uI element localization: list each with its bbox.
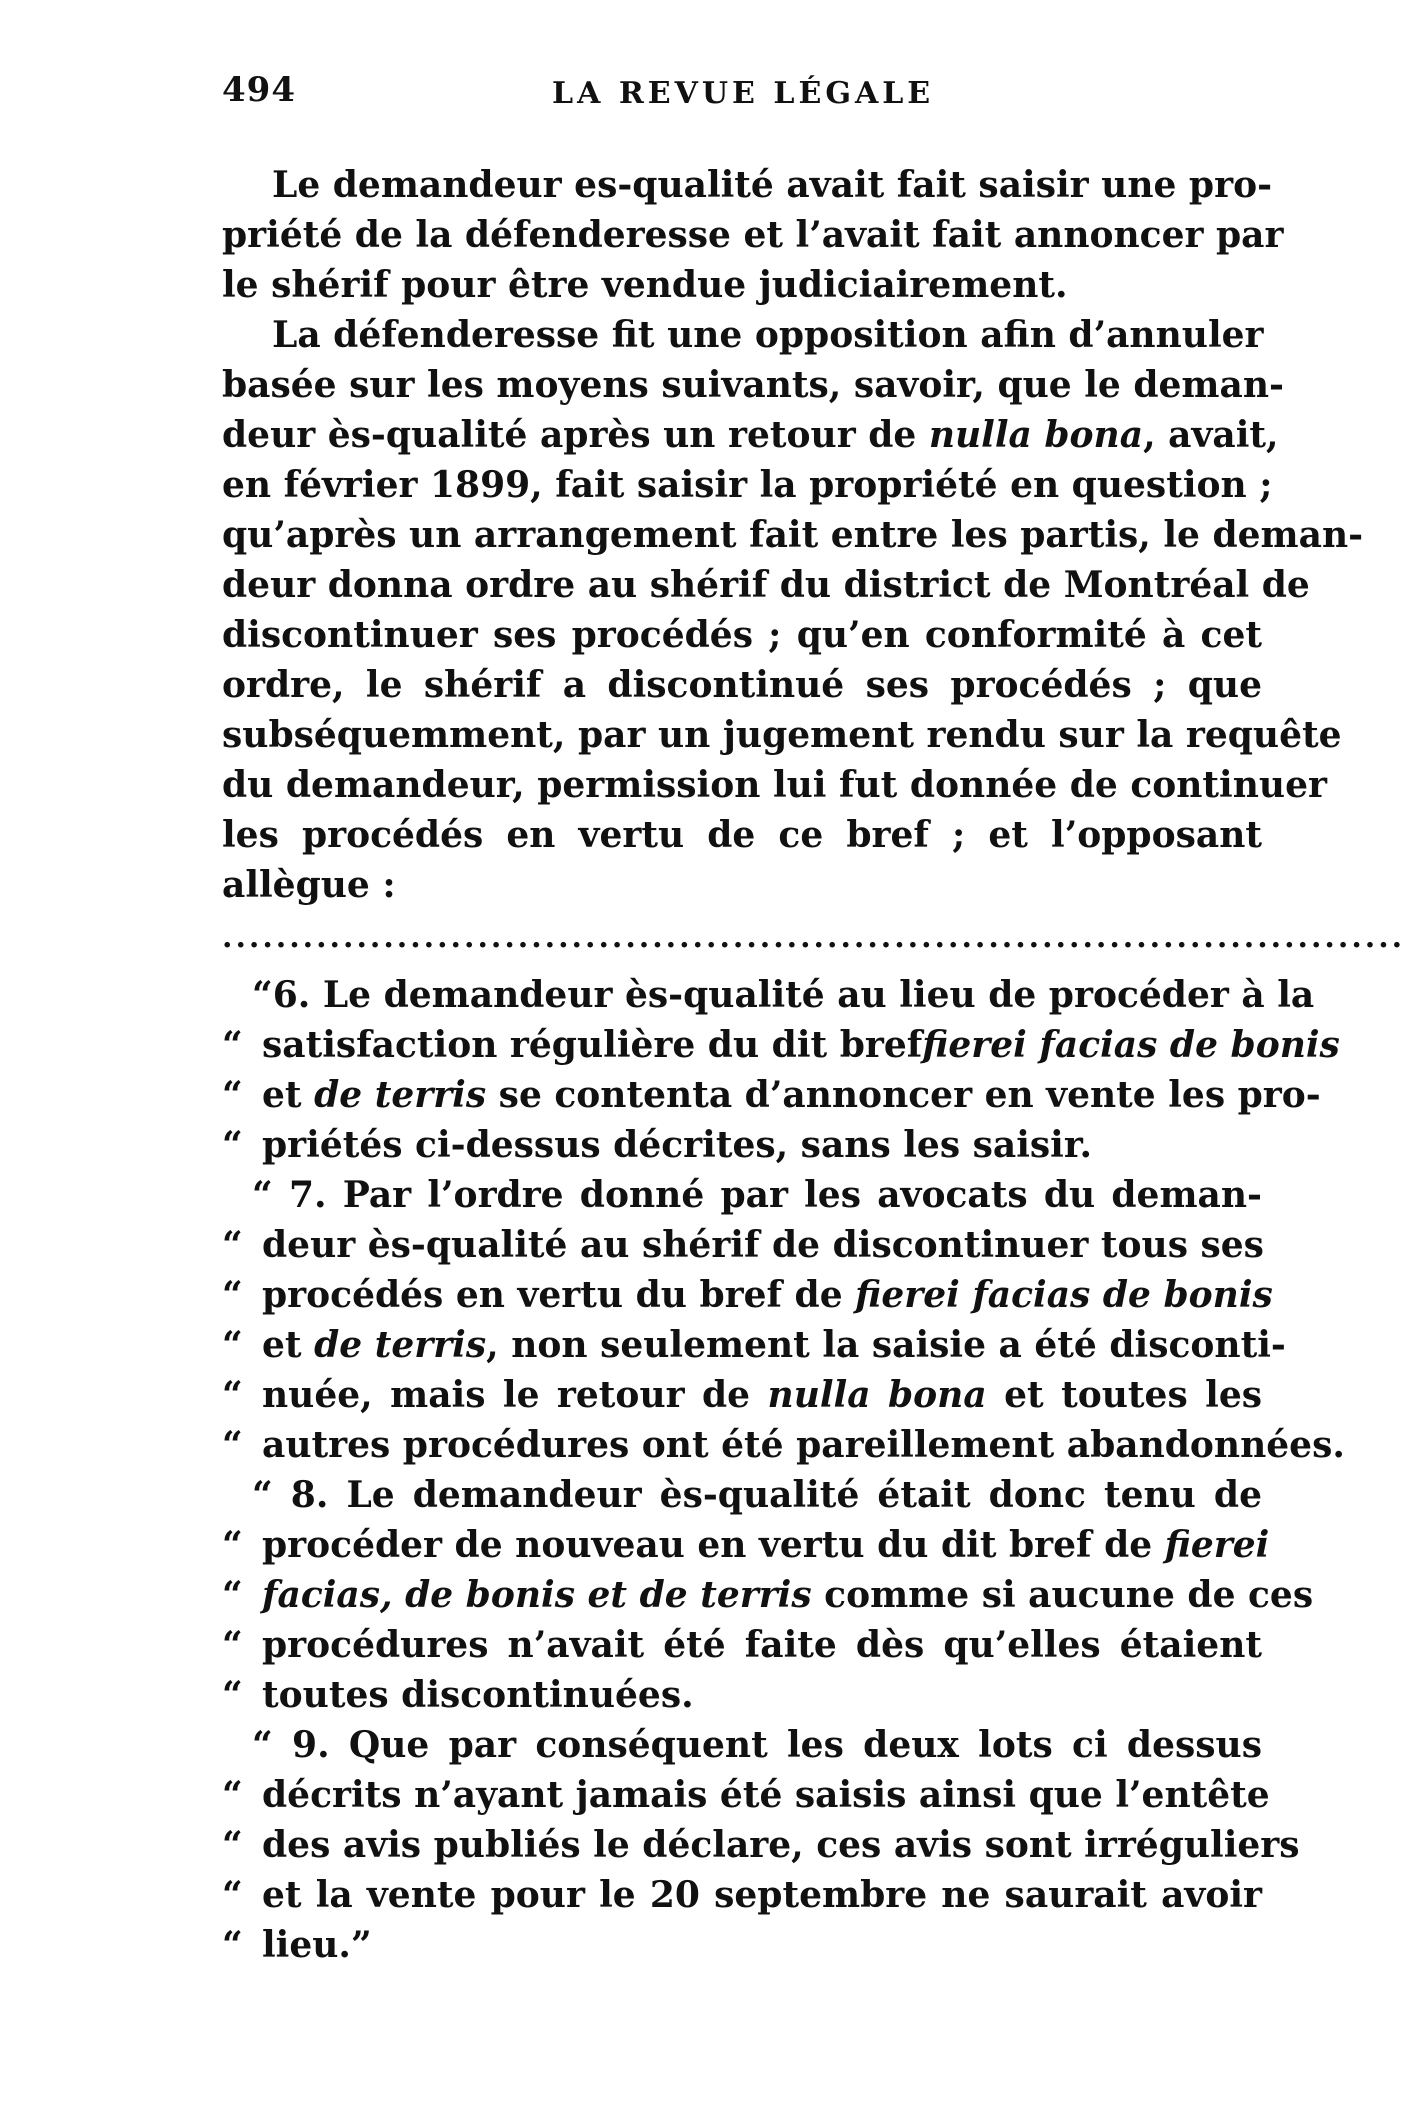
italic-term: de terris [314,1074,487,1116]
quote-mark: “ [222,1524,243,1566]
quote-mark: “ [222,1774,243,1816]
quoted-line [222,1320,1286,1370]
quote-mark: “ [222,1074,243,1116]
quoted-line [222,1770,1270,1820]
quote-mark: “ [222,1824,243,1866]
running-title: LA REVUE LÉGALE [552,76,935,111]
italic-term: nulla bona [928,414,1144,456]
quote-mark: “ [222,1874,243,1916]
text-line: discontinuer ses procédés ; qu’en conformité à cet [222,614,1262,656]
quoted-line [222,1170,1262,1220]
quoted-line [222,1520,1270,1570]
quote-mark: “ [252,1174,273,1216]
quote-mark: “ [222,1224,243,1266]
text-span: décrits n’ayant jamais été saisis ainsi que l’entête [262,1774,1270,1816]
quoted-line [222,1420,1345,1470]
quote-mark: “ [222,1624,243,1666]
quoted-line [222,1720,1262,1770]
text-line: le shérif pour être vendue judiciairement. [222,264,1068,306]
close-quote-mark: ” [350,1924,372,1966]
italic-term: fierei facias de bonis [922,1024,1340,1066]
text-span: procéder de nouveau en vertu du dit bref de [262,1524,1153,1566]
quoted-line [222,1670,1262,1720]
text-line [222,410,1279,460]
text-span: et [262,1324,302,1366]
italic-term: de terris [314,1324,487,1366]
quoted-line [222,1920,1262,1970]
italic-term: nulla bona [767,1374,987,1416]
text-span: et la vente pour le 20 septembre ne saurait avoir [262,1874,1262,1916]
text-line: allègue : [222,864,396,906]
text-line: subséquemment, par un jugement rendu sur la requête [222,714,1342,756]
text-span: 6. Le demandeur ès-qualité au lieu de procéder à la [272,974,1315,1016]
text-line: en février 1899, fait saisir la propriété en question ; [222,464,1273,506]
text-line: Le demandeur es-qualité avait fait saisir une pro- [272,164,1273,206]
page-number: 494 [222,70,296,110]
quoted-line [222,1820,1300,1870]
page-header [222,70,1262,140]
text-span: autres procédures ont été pareillement abandonnées. [262,1424,1345,1466]
quote-mark: “ [222,1924,243,1966]
quote-mark: “ [222,1574,243,1616]
quote-mark: “ [222,1674,243,1716]
quoted-line [222,1870,1262,1920]
quoted-line [222,1020,1340,1070]
quote-mark: “ [222,1024,243,1066]
text-span: priétés ci-dessus décrites, sans les saisir. [262,1124,1093,1166]
text-line: basée sur les moyens suivants, savoir, que le deman- [222,364,1284,406]
text-span: et toutes les [1004,1374,1262,1416]
quote-mark: “ [252,974,273,1016]
ellipsis-rule: ........................................................................................ [222,920,1405,955]
quote-mark: “ [222,1324,243,1366]
text-line: qu’après un arrangement fait entre les partis, le deman- [222,514,1364,556]
text-span: nuée, mais le retour de [262,1374,751,1416]
quoted-line [222,1570,1314,1620]
quoted-line [222,1270,1273,1320]
quote-mark: “ [222,1374,243,1416]
quote-mark: “ [222,1424,243,1466]
quoted-line [222,970,1315,1020]
text-line: ordre, le shérif a discontinué ses procédés ; que [222,664,1262,706]
text-span: , avait, [1143,414,1279,456]
quoted-line [222,1070,1321,1120]
italic-term: fierei [1164,1524,1270,1566]
quoted-line [222,1620,1262,1670]
italic-term: facias, de bonis et de terris [262,1574,812,1616]
text-span: des avis publiés le déclare, ces avis sont irréguliers [262,1824,1300,1866]
quote-mark: “ [222,1274,243,1316]
text-span: comme si aucune de ces [824,1574,1314,1616]
text-line: du demandeur, permission lui fut donnée de continuer [222,764,1327,806]
text-span: deur ès-qualité au shérif de discontinuer tous ses [262,1224,1264,1266]
quoted-line [222,1370,1262,1420]
quoted-line [222,1120,1262,1170]
quoted-line [222,1220,1262,1270]
text-line: les procédés en vertu de ce bref ; et l’opposant [222,814,1262,856]
text-span: 7. Par l’ordre donné par les avocats du deman- [288,1174,1262,1216]
text-span: satisfaction régulière du dit bref [262,1024,923,1066]
quote-mark: “ [252,1724,273,1766]
text-line: priété de la défenderesse et l’avait fait annoncer par [222,214,1284,256]
text-span: toutes discontinuées. [262,1674,694,1716]
text-span: , non seulement la saisie a été disconti- [486,1324,1286,1366]
text-span: procédés en vertu du bref de [262,1274,843,1316]
text-line: La défenderesse fit une opposition afin d’annuler [272,314,1264,356]
text-span: se contenta d’annoncer en vente les pro- [498,1074,1321,1116]
text-line: deur donna ordre au shérif du district de Montréal de [222,564,1310,606]
text-span: et [262,1074,302,1116]
text-span: lieu. [262,1924,351,1966]
text-span: deur ès-qualité après un retour de [222,414,917,456]
text-span: 8. Le demandeur ès-qualité était donc tenu de [290,1474,1262,1516]
quote-mark: “ [222,1124,243,1166]
quote-mark: “ [252,1474,273,1516]
text-span: 9. Que par conséquent les deux lots ci dessus [292,1724,1262,1766]
italic-term: fierei facias de bonis [855,1274,1273,1316]
text-span: procédures n’avait été faite dès qu’elles étaient [262,1624,1262,1666]
quoted-line [222,1470,1262,1520]
